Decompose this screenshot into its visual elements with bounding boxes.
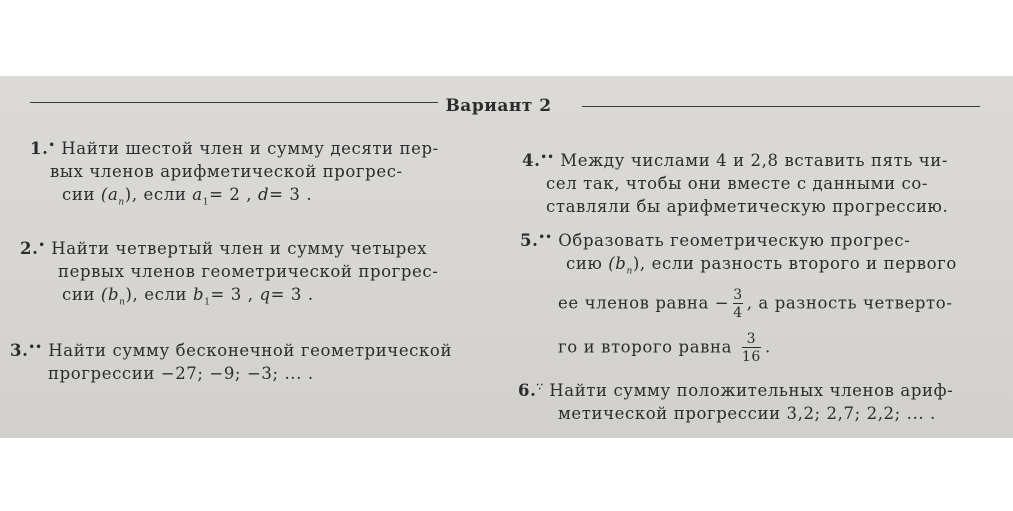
fraction-three-quarters: $\frac{3}{4}$: [733, 287, 743, 322]
problem-2: 2.• Найти четвертый член и сумму четырех первых членов геометрической прогрес- сии $(b_n)$, если $b_1= 3$ , q= 3 .: [20, 239, 439, 308]
variant-title: Вариант 2: [445, 96, 552, 116]
fraction-three-sixteenths: $\frac{3}{16}$: [741, 331, 761, 366]
worksheet-page: [0, 76, 1013, 438]
problem-3: 3.•• Найти сумму бесконечной геометрической прогрессии −27; −9; −3; ... .: [10, 341, 453, 383]
problem-6: 6.∵ Найти сумму положительных членов ариф- метической прогрессии 3,2; 2,7; 2,2; ... .: [518, 381, 954, 423]
problem-1: 1.• Найти шестой член и сумму десяти пер- вых членов арифметической прогрес- сии $(a_n)$, если $a_1= 2$ , d= 3 .: [30, 139, 439, 208]
problem-4: 4.•• Между числами 4 и 2,8 вставить пять чи- сел так, чтобы они вместе с данными со- ставляли бы арифметическую прогрессию.: [522, 151, 949, 216]
problem-5: 5.•• Образовать геометрическую прогрес- сию $(b_n)$, если разность второго и первого ее членов равна − $\frac{3}{4}$ , а разность четверто- го и второго равна $\frac{3}{16}$ .: [520, 231, 957, 366]
problem-number: 1.: [30, 139, 49, 158]
page-edge: [0, 436, 1013, 437]
